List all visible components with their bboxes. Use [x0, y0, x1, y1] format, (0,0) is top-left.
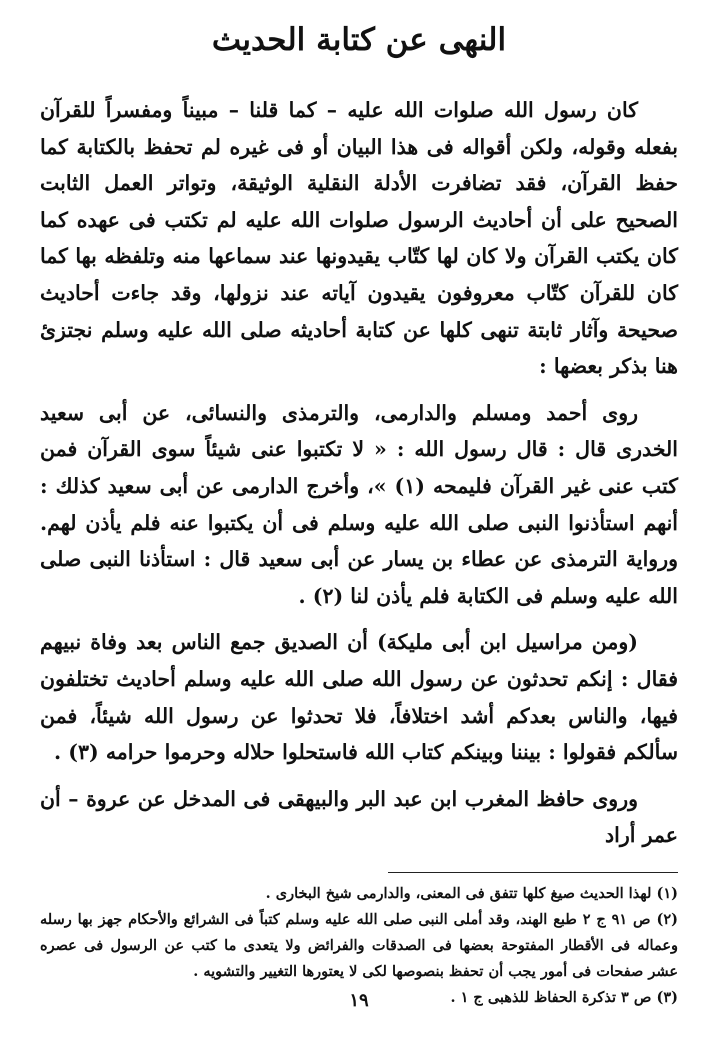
footnote-3: (٣) ص ٣ تذكرة الحفاظ للذهبى ج ١ .: [450, 988, 678, 1006]
paragraph-4: وروى حافظ المغرب ابن عبد البر والبيهقى فى المدخل عن عروة – أن عمر أراد: [40, 786, 678, 848]
paragraph-3: (ومن مراسيل ابن أبى مليكة) أن الصديق جمع الناس بعد وفاة نبيهم فقال : إنكم تحدثون عن رسول الله صلى الله عليه وسلم أحاديث تختلفون فيها، والناس بعدكم أشد اختلافاً، فلا تحدثوا عن رسول الله شيئاً، فمن سألكم فقولوا : بيننا وبينكم كتاب الله فاستحلوا حلاله وحرموا حرامه (٣) .: [40, 630, 678, 765]
page-number: ١٩: [349, 990, 369, 1011]
page-title: النهى عن كتابة الحديث: [211, 22, 507, 58]
footnote-2: (٢) ص ٩١ ج ٢ طبع الهند، وقد أملى النبى صلى الله عليه وسلم كتباً فى الشرائع والأحكام جهز بها رسله وعماله فى الأقطار المفتوحة بعضها فى الصدقات والفرائض ولا يتعدى ما كتب عن الرسول فى عصره عشر صفحات فى أمور يجب أن تحفظ بنصوصها لكى لا يعتورها التغيير والتشويه .: [40, 910, 678, 980]
footnote-divider: [388, 872, 678, 873]
paragraph-1: كان رسول الله صلوات الله عليه – كما قلنا – مبيناً ومفسراً للقرآن بفعله وقوله، ولكن أقواله فى هذا البيان أو فى غيره لم تحفظ بالكتابة كما حفظ القرآن، فقد تضافرت الأدلة النقلية الوثيقة، وتواتر العمل الثابت الصحيح على أن أحاديث الرسول صلوات الله عليه لم تكتب فى عهده كما كان يكتب القرآن ولا كان لها كتّاب يقيدونها عند سماعها منه وتلفظه بها كما كان للقرآن كتّاب معروفون يقيدون آياته عند نزولها، وقد جاءت أحاديث صحيحة وآثار ثابتة تنهى كلها عن كتابة أحاديثه صلى الله عليه وسلم نجتزئ هنا بذكر بعضها :: [40, 98, 678, 379]
footnote-1: (١) لهذا الحديث صيغ كلها تتفق فى المعنى، والدارمى شيخ البخارى .: [265, 884, 678, 902]
paragraph-2: روى أحمد ومسلم والدارمى، والترمذى والنسائى، عن أبى سعيد الخدرى قال : قال رسول الله : « لا تكتبوا عنى شيئاً سوى القرآن فمن كتب عنى غير القرآن فليمحه (١) »، وأخرج الدارمى عن أبى سعيد كذلك : أنهم استأذنوا النبى صلى الله عليه وسلم فى أن يكتبوا عنه فلم يأذن لهم. ورواية الترمذى عن عطاء بن يسار عن أبى سعيد قال : استأذنا النبى صلى الله عليه وسلم فى الكتابة فلم يأذن لنا (٢) .: [40, 400, 678, 608]
